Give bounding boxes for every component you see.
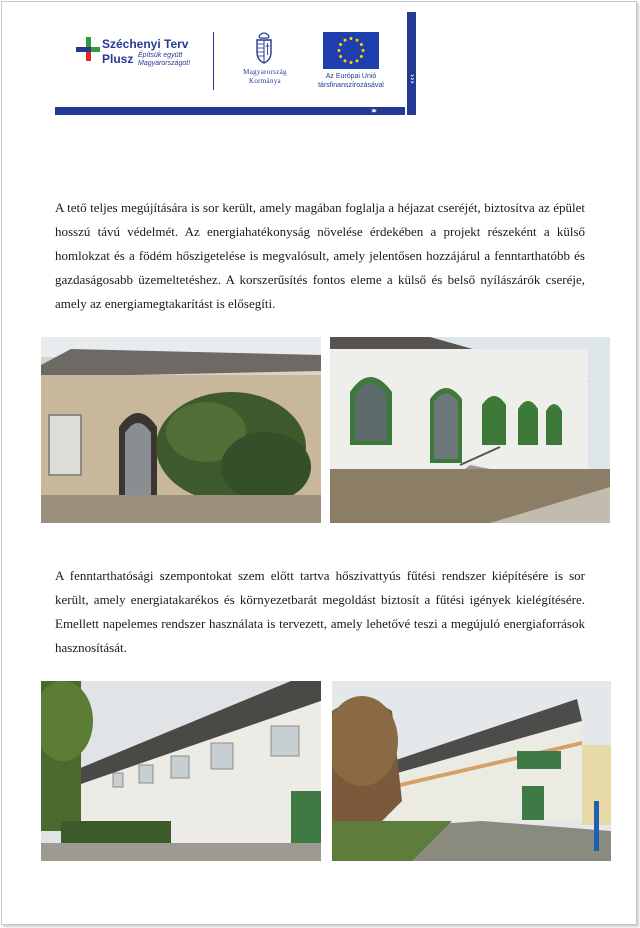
gov-line-2: Kormánya xyxy=(249,77,281,85)
szechenyi-slogan xyxy=(138,52,190,68)
eu-flag-icon xyxy=(323,32,379,69)
eu-star-icon xyxy=(339,43,342,46)
building-before-photo-icon xyxy=(41,337,321,523)
eu-star-icon xyxy=(356,59,359,62)
header-bar-vertical xyxy=(407,12,416,115)
eu-star-icon xyxy=(360,43,363,46)
gov-line-1: Magyarország xyxy=(243,68,287,76)
building-side-before-photo-icon xyxy=(41,681,321,861)
eu-star-icon xyxy=(350,61,353,64)
eu-star-icon xyxy=(338,49,341,52)
building-side-after-photo-icon xyxy=(332,681,611,861)
chevron-down-icon: ››› xyxy=(408,74,417,84)
eu-line-2: társfinanszírozásával xyxy=(318,82,384,89)
photo-building-side-after xyxy=(332,681,611,861)
photo-building-before xyxy=(41,337,321,523)
slogan-line-2: Magyarországot! xyxy=(138,60,191,67)
eu-star-icon xyxy=(356,39,359,42)
paragraph-roof-renovation: A tető teljes megújítására is sor került, amely magában foglalja a héjazat cseréjét, biztosítva az épület hosszú távú védelmét. Az energiahatékonyság növelése érdekében a projekt részeként a külső homlokzat és a födém hőszigetelése is megvalósult, amely jelentősen hozzájárul a fenntarthatóbb és gazdaságosabb üzemeltetéshez. A korszerűsítés fontos eleme a külső és belső nyílászárók cseréje, amely az energiamegtakarítást is elősegíti. xyxy=(55,200,585,311)
paragraph-heat-pump: A fenntarthatósági szempontokat szem előtt tartva hőszivattyús fűtési rendszer kiépítésére is sor került, amely energiatakarékos és környezetbarát megoldást biztosít a fűtési igények kielégítésére. Emellett napelemes rendszer használata is tervezett, amely lehetővé teszi a megújuló energiaforrások hasznosítását. xyxy=(55,568,585,655)
szechenyi-title-plusz: Plusz xyxy=(102,52,134,66)
hungarian-crest-icon xyxy=(253,30,275,64)
eu-star-icon xyxy=(344,59,347,62)
photo-building-side-before xyxy=(41,681,321,861)
eu-star-icon xyxy=(339,55,342,58)
government-name xyxy=(226,68,304,86)
slogan-line-1: Építsük együtt xyxy=(138,52,183,59)
eu-star-icon xyxy=(360,55,363,58)
eu-star-icon xyxy=(362,49,365,52)
eu-line-1: Az Európai Unió xyxy=(325,73,377,80)
eu-star-icon xyxy=(350,37,353,40)
eu-cofinancing-text xyxy=(311,72,391,90)
building-after-photo-icon xyxy=(330,337,610,523)
header-bar-horizontal xyxy=(55,107,405,115)
szechenyi-title: Széchenyi Terv xyxy=(102,37,189,51)
header-logo-band xyxy=(55,12,417,116)
logo-divider xyxy=(213,32,214,90)
eu-star-icon xyxy=(344,39,347,42)
chevron-right-icon: ››› xyxy=(371,106,375,115)
szechenyi-cross-icon xyxy=(74,35,102,63)
photo-building-after xyxy=(330,337,610,523)
